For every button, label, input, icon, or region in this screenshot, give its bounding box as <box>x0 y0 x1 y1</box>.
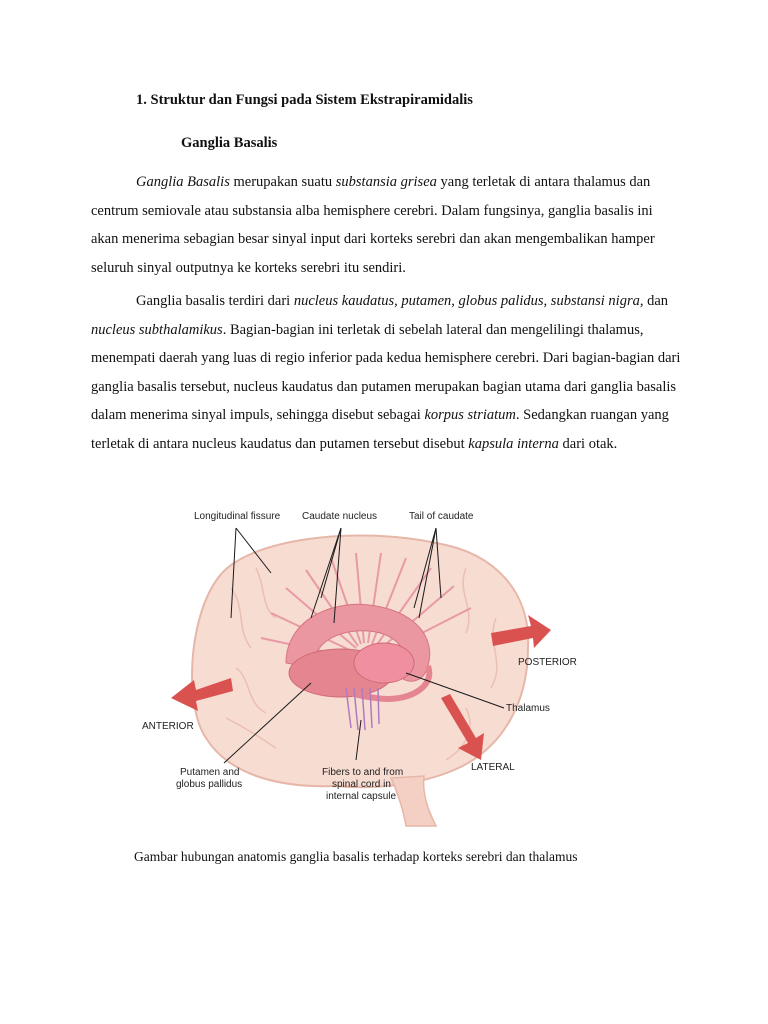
label-fibers-line2: spinal cord in <box>332 779 391 790</box>
label-lateral: LATERAL <box>471 762 515 773</box>
term-kapsula-interna: kapsula interna <box>468 435 559 452</box>
label-anterior: ANTERIOR <box>142 721 194 732</box>
label-putamen-line2: globus pallidus <box>176 779 243 790</box>
label-posterior: POSTERIOR <box>518 657 577 668</box>
term-nuclei-list: nucleus kaudatus, putamen, globus palidus, substansi nigra, <box>293 293 644 309</box>
paragraph-text: . Sedangkan ruangan yang terletak di antara nucleus kaudatus dan putamen tersebut disebut <box>91 407 669 452</box>
term-ganglia-basalis: Ganglia Basalis <box>136 174 230 190</box>
label-fibers-line3: internal capsule <box>326 791 397 802</box>
label-putamen-line1: Putamen and <box>180 767 240 778</box>
term-substansia-grisea: substansia grisea <box>335 174 437 190</box>
paragraph-text: merupakan suatu <box>229 174 336 190</box>
label-caudate-nucleus: Caudate nucleus <box>302 511 378 522</box>
figure-caption: Gambar hubungan anatomis ganglia basalis terhadap korteks serebri dan thalamus <box>134 849 578 864</box>
label-longitudinal-fissure: Longitudinal fissure <box>194 511 281 522</box>
section-heading: 1. Struktur dan Fungsi pada Sistem Ekstrapiramidalis <box>136 92 473 108</box>
thalamus <box>354 643 414 683</box>
term-nucleus-subthalamikus: nucleus subthalamikus <box>91 321 223 338</box>
brain-stem <box>391 776 436 826</box>
paragraph-text: dari otak. <box>558 435 618 452</box>
label-tail-of-caudate: Tail of caudate <box>409 511 474 522</box>
label-fibers-line1: Fibers to and from <box>322 767 404 778</box>
paragraph-text: yang terletak di antara thalamus dan centrum semiovale atau substansia alba hemisphere cerebri. Dalam fungsinya, ganglia basalis ini akan menerima sebagian besar sinyal input dari korteks serebri dan akan mengembalikan hamper seluruh sinyal outputnya ke korteks serebri itu sendiri. <box>91 174 655 276</box>
paragraph-ganglia-basalis <box>91 168 681 282</box>
paragraph-text: dan <box>643 293 669 309</box>
term-korpus-striatum: korpus striatum <box>424 407 516 423</box>
paragraph-text: . Bagian-bagian ini terletak di sebelah lateral dan mengelilingi thalamus, menempati daerah yang luas di regio inferior pada kedua hemisphere cerebri. Dari bagian-bagian dari ganglia basalis tersebut, nucleus kaudatus dan putamen merupakan bagian utama dari ganglia basalis dalam menerima sinyal impuls, sehingga disebut sebagai <box>91 321 681 423</box>
ganglia-basalis-figure <box>136 498 596 828</box>
paragraph-text: Ganglia basalis terdiri dari <box>136 293 294 309</box>
paragraph-components <box>91 287 681 458</box>
subsection-heading: Ganglia Basalis <box>181 135 278 151</box>
label-thalamus: Thalamus <box>506 703 550 714</box>
